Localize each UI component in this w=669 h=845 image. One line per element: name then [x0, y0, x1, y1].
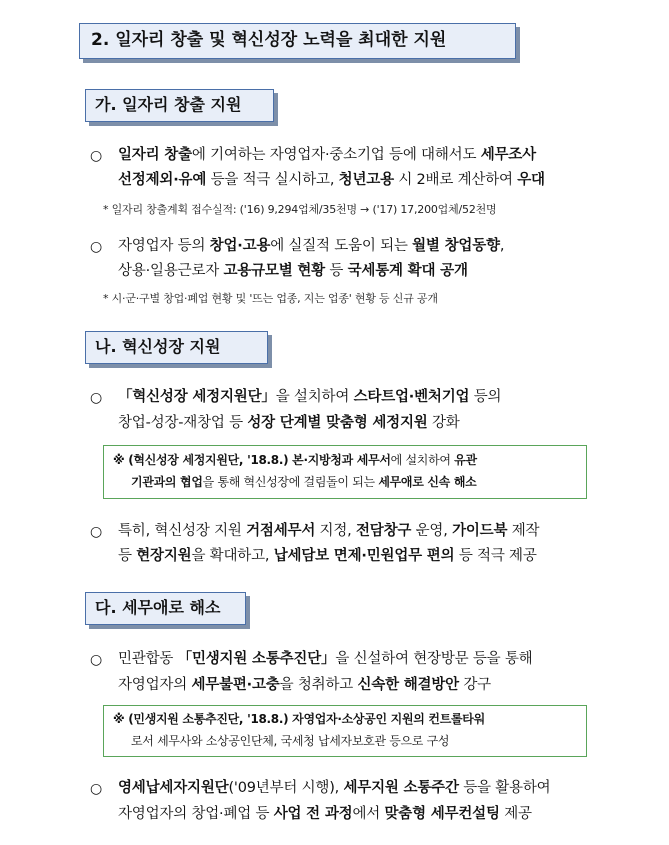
body-text: 등을 적극 실시하고,: [206, 172, 339, 188]
section-b-item1-line2: [118, 412, 460, 434]
body-text: 지정,: [315, 523, 356, 539]
emphasis-text: 스타트업·벤처기업: [353, 389, 470, 405]
body-text: 에 실질적 도움이 되는: [270, 238, 413, 254]
emphasis-text: 선정제외·유예: [118, 172, 207, 188]
body-text: 자영업자의: [118, 677, 192, 693]
emphasis-text: 세무애로 신속 해소: [378, 475, 477, 489]
body-text: 등의: [469, 389, 502, 405]
emphasis-text: 신속한 해결방안: [357, 677, 459, 693]
body-text: 에 기여하는 자영업자·중소기업 등에 대해서도: [191, 147, 481, 163]
emphasis-text: 세무지원 소통주간: [343, 780, 459, 796]
body-text: 운영,: [411, 523, 453, 539]
emphasis-text: 「민생지원 소통추진단」: [177, 651, 336, 667]
emphasis-text: 세무불편·고충: [191, 677, 280, 693]
section-a-item2-line1: [118, 235, 504, 257]
body-text: 에서: [352, 806, 385, 822]
section-a-item1-note: * 일자리 창출계획 접수실적: ('16) 9,294업체/35천명 → ('17) 17,200업체/52천명: [103, 203, 497, 216]
section-c-box-line1: [113, 709, 485, 730]
section-a-item1-line1: [118, 144, 536, 166]
emphasis-text: 고용규모별 현황: [223, 263, 325, 279]
emphasis-text: ※ (민생지원 소통추진단, '18.8.) 자영업자·소상공인 지원의 컨트롤타워: [113, 712, 485, 726]
emphasis-text: 가이드북: [452, 523, 508, 539]
section-b-title: 나. 혁신성장 지원: [85, 331, 268, 364]
emphasis-text: 「혁신성장 세정지원단」: [118, 389, 276, 405]
emphasis-text: 기관과의 협업: [131, 475, 203, 489]
body-text: 을 청취하고: [279, 677, 358, 693]
body-text: 상용·일용근로자: [118, 263, 224, 279]
bullet-a2: ○: [90, 239, 103, 255]
bullet-a1: ○: [90, 148, 103, 164]
body-text: 을 신설하여 현장방문 등을 통해: [335, 651, 533, 667]
body-text: 등 적극 제공: [454, 548, 537, 564]
emphasis-text: 세무조사: [480, 147, 536, 163]
body-text: 강화: [427, 415, 460, 431]
body-text: 민관합동: [118, 651, 178, 667]
emphasis-text: 창업·고용: [209, 238, 271, 254]
body-text: 로서 세무사와 소상공인단체, 국세청 납세자보호관 등으로 구성: [131, 734, 450, 748]
emphasis-text: 전담창구: [355, 523, 412, 539]
emphasis-text: 납세담보 면제·민원업무 편의: [273, 548, 455, 564]
section-b-box-line1: [113, 450, 477, 471]
body-text: 등을 활용하여: [458, 780, 551, 796]
section-c-title: 다. 세무애로 해소: [85, 592, 246, 625]
section-c-box-line2: [131, 731, 449, 752]
bullet-b2: ○: [90, 524, 103, 540]
body-text: 을 설치하여: [275, 389, 354, 405]
section-a-item2-line2: [118, 260, 468, 282]
body-text: 창업-성장-재창업 등: [118, 415, 248, 431]
emphasis-text: 우대: [517, 172, 545, 188]
body-text: 제작: [507, 523, 540, 539]
body-text: 을 확대하고,: [191, 548, 274, 564]
section-b-item1-line1: [118, 386, 501, 408]
bullet-c2: ○: [90, 781, 103, 797]
section-a-item1-line2: [118, 169, 545, 191]
body-text: 을 통해 혁신성장에 걸림돌이 되는: [202, 475, 379, 489]
section-b-note-box: [103, 445, 587, 499]
body-text: 등: [118, 548, 137, 564]
body-text: 에 설치하여: [390, 453, 455, 467]
body-text: 자영업자의 창업·폐업 등: [118, 806, 274, 822]
emphasis-text: 영세납세자지원단: [118, 780, 229, 796]
body-text: 자영업자 등의: [118, 238, 210, 254]
emphasis-text: 청년고용: [338, 172, 394, 188]
body-text: 특히, 혁신성장 지원: [118, 523, 247, 539]
body-text: 시 2배로 계산하여: [393, 172, 518, 188]
emphasis-text: 세무서: [356, 453, 391, 467]
section-b-item2-line1: [118, 520, 539, 542]
body-text: ,: [499, 238, 505, 254]
emphasis-text: 사업 전 과정: [273, 806, 353, 822]
body-text: ('09년부터 시행),: [228, 780, 344, 796]
section-c-item1-line2: [118, 674, 491, 696]
bullet-b1: ○: [90, 390, 103, 406]
emphasis-text: 맞춤형 세무컨설팅: [384, 806, 500, 822]
emphasis-text: 국세통계 확대 공개: [347, 263, 468, 279]
section-c-item2-line1: [118, 777, 550, 799]
body-text: 제공: [499, 806, 532, 822]
section-c-item2-line2: [118, 803, 532, 825]
section-c-note-box: [103, 705, 587, 757]
body-text: 등: [324, 263, 348, 279]
emphasis-text: 유관: [454, 453, 477, 467]
emphasis-text: 일자리 창출: [118, 147, 192, 163]
emphasis-text: 성장 단계별 맞춤형 세정지원: [247, 415, 428, 431]
emphasis-text: 거점세무서: [246, 523, 316, 539]
section-b-box-line2: [131, 472, 476, 493]
section-a-item2-note: * 시·군·구별 창업·폐업 현황 및 '뜨는 업종, 지는 업종' 현황 등 신규 공개: [103, 292, 438, 305]
section-a-title: 가. 일자리 창출 지원: [85, 89, 274, 122]
emphasis-text: ※ (혁신성장 세정지원단, '18.8.) 본·지방청과: [113, 453, 357, 467]
section-b-item2-line2: [118, 545, 537, 567]
emphasis-text: 현장지원: [136, 548, 192, 564]
main-title: 2. 일자리 창출 및 혁신성장 노력을 최대한 지원: [79, 23, 516, 59]
body-text: 강구: [458, 677, 491, 693]
bullet-c1: ○: [90, 652, 103, 668]
emphasis-text: 월별 창업동향: [412, 238, 500, 254]
section-c-item1-line1: [118, 648, 533, 670]
